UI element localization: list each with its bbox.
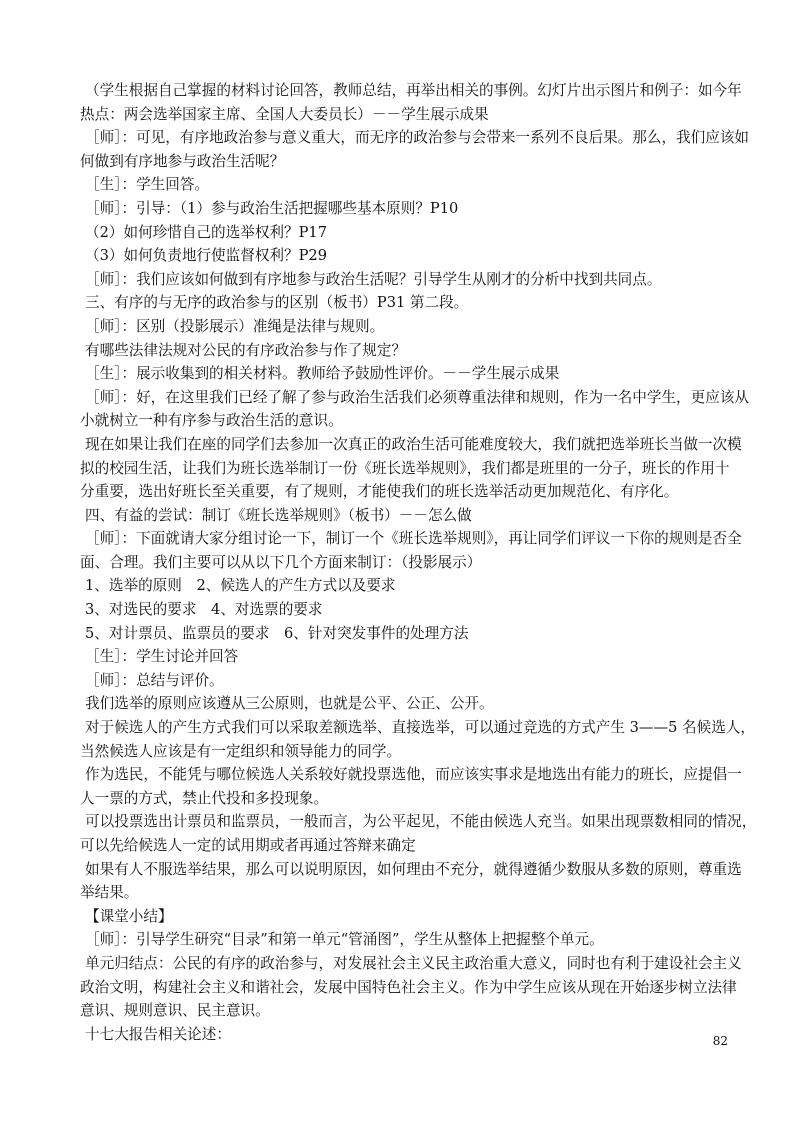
text-line: 分重要，选出好班长至关重要，有了规则，才能使我们的班长选举活动更加规范化、有序化。 (80, 483, 679, 501)
text-line: 面、合理。我们主要可以从以下几个方面来制订：（投影展示） (80, 553, 482, 571)
list-item: 1、选举的原则 2、候选人的产生方式以及要求 (85, 577, 396, 595)
text-line: 当然候选人应该是有一定组织和领导能力的同学。 (80, 742, 402, 760)
text-line: ［师］：总结与评价。 (85, 671, 224, 689)
text-line: ［师］：可见，有序地政治参与意义重大，而无序的政治参与会带来一系列不良后果。那么，我们应该如 (85, 129, 750, 147)
page-number: 82 (712, 1034, 728, 1048)
text-line: 政治文明，构建社会主义和谐社会，发展中国特色社会主义。作为中学生应该从现在开始逐步树立法律 (80, 978, 737, 996)
text-line: ［生］：学生讨论并回答 (85, 648, 239, 666)
text-line: 可以投票选出计票员和监票员，一般而言，为公平起见，不能由候选人充当。如果出现票数相同的情况， (85, 813, 757, 831)
text-line: 十七大报告相关论述： (85, 1025, 231, 1043)
section-heading: 四、有益的尝试：制订《班长选举规则》（板书）－－怎么做 (85, 506, 472, 524)
text-line: 热点：两会选举国家主席、全国人大委员长）－－学生展示成果 (80, 105, 489, 123)
text-line: 如果有人不服选举结果，那么可以说明原因，如何理由不充分，就得遵循少数服从多数的原则，尊重选 (85, 860, 742, 878)
text-line: 作为选民，不能凭与哪位候选人关系较好就投票选他，而应该实事求是地选出有能力的班长，应提倡一 (85, 766, 742, 784)
document-body (80, 79, 757, 1046)
text-line: 现在如果让我们在座的同学们去参加一次真正的政治生活可能难度较大，我们就把选举班长当做一次模 (85, 435, 742, 453)
text-line: 对于候选人的产生方式我们可以采取差额选举、直接选举，可以通过竞选的方式产生 3——5 名候选人， (85, 719, 755, 737)
text-line: 何做到有序地参与政治生活呢？ (80, 152, 285, 170)
text-line: ［师］：引导学生研究“目录”和第一单元“管涌图”，学生从整体上把握整个单元。 (85, 931, 604, 949)
text-line: ［师］：区别（投影展示）准绳是法律与规则。 (85, 317, 385, 335)
text-line: 人一票的方式，禁止代投和多投现象。 (80, 789, 329, 807)
text-line: ［师］：下面就请大家分组讨论一下，制订一个《班长选举规则》，再让同学们评议一下你的规则是否全 (85, 530, 742, 548)
list-item: 5、对计票员、监票员的要求 6、针对突发事件的处理方法 (85, 624, 469, 642)
text-line: ［师］：好，在这里我们已经了解了参与政治生活我们必须尊重法律和规则，作为一名中学生，更应该从 (85, 388, 750, 406)
text-line: 我们选举的原则应该遵从三公原则，也就是公平、公正、公开。 (85, 695, 494, 713)
section-heading: 三、有序的与无序的政治参与的区别（板书）P31 第二段。 (85, 294, 469, 312)
text-line: （3）如何负责地行使监督权利？P29 (85, 247, 327, 265)
text-line: 有哪些法律法规对公民的有序政治参与作了规定？ (85, 341, 407, 359)
text-line: ［师］：我们应该如何做到有序地参与政治生活呢？引导学生从刚才的分析中找到共同点。 (85, 270, 662, 288)
text-line: 单元归结点：公民的有序的政治参与，对发展社会主义民主政治重大意义，同时也有利于建设社会主义 (85, 954, 742, 972)
list-item: 3、对选民的要求 4、对选票的要求 (85, 601, 323, 619)
text-line: （2）如何珍惜自己的选举权利？P17 (85, 223, 327, 241)
text-line: 拟的校园生活，让我们为班长选举制订一份《班长选举规则》，我们都是班里的一分子，班长的作用十 (80, 459, 730, 477)
section-heading: 【课堂小结】 (85, 907, 173, 925)
text-line: 举结果。 (80, 884, 139, 902)
text-line: 可以先给候选人一定的试用期或者再通过答辩来确定 (80, 837, 416, 854)
text-line: ［生］：学生回答。 (85, 176, 210, 194)
text-line: 意识、规则意识、民主意识。 (80, 1002, 270, 1020)
text-line: （学生根据自己掌握的材料讨论回答，教师总结，再举出相关的事例。幻灯片出示图片和例子：如今年 (85, 82, 742, 99)
text-line: ［师］：引导：（1）参与政治生活把握哪些基本原则？P10 (85, 199, 459, 217)
text-line: ［生］：展示收集到的相关材料。教师给予鼓励性评价。－－学生展示成果 (85, 365, 560, 383)
text-line: 小就树立一种有序参与政治生活的意识。 (80, 412, 343, 430)
